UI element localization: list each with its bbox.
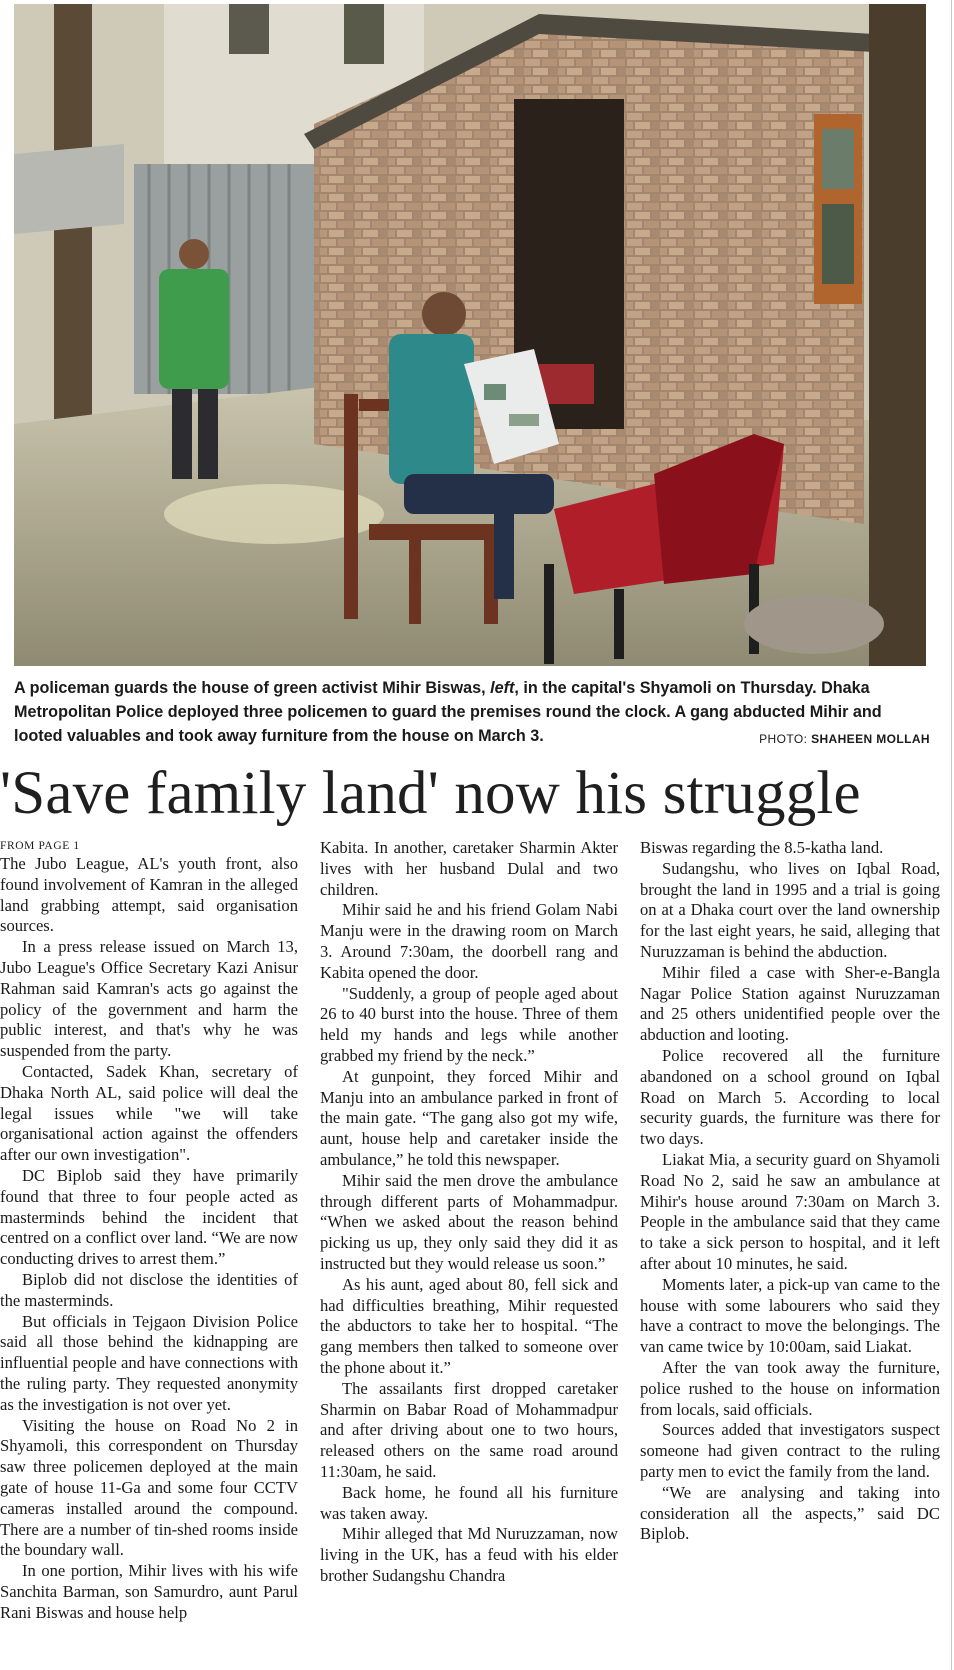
paragraph: In a press release issued on March 13, Jubo League's Office Secretary Kazi Anisur Rahman said Kamran's acts go against the policy of the government and harm the public interest, and that's why he was suspended from the party. [0,937,298,1061]
caption-part-2: , in the capital's Shyamoli on Thursday. Dhaka Metropolitan Police deployed three policemen to guard the premises round the clock. A gang abducted Mihir and looted valuables and took away furniture from the house on March 3. [14,679,882,745]
headline: 'Save family land' now his struggle [0,760,861,827]
photo-credit [759,732,930,746]
paragraph: Kabita. In another, caretaker Sharmin Akter lives with her husband Dulal and two children. [320,838,618,899]
paragraph: Sources added that investigators suspect someone had given contract to the ruling party men to evict the family from the land. [640,1420,940,1481]
paragraph: Biswas regarding the 8.5-katha land. [640,838,884,857]
paragraph: Moments later, a pick-up van came to the house with some labourers who said they have a contract to move the belongings. The van came twice by 10:00am, said Liakat. [640,1274,940,1357]
paragraph: In one portion, Mihir lives with his wife Sanchita Barman, son Samurdro, aunt Parul Rani Biswas and house help [0,1561,298,1622]
paragraph: Mihir alleged that Md Nuruzzaman, now living in the UK, has a feud with his elder brother Sudangshu Chandra [320,1524,618,1585]
news-photo [14,4,926,666]
paragraph: But officials in Tejgaon Division Police said all those behind the kidnapping are influential people and have connections with the ruling party. They requested anonymity as the investigation is not over yet. [0,1311,298,1414]
photo-credit-label: PHOTO: [759,732,812,746]
paragraph: As his aunt, aged about 80, fell sick and had difficulties breathing, Mihir requested the abductors to take her to hospital. “The gang members then talked to someone over the phone about it.” [320,1274,618,1377]
paragraph: The assailants first dropped caretaker Sharmin on Babar Road of Mohammadpur and after driving about one to two hours, released others on the same road around 11:30am, he said. [320,1378,618,1481]
paragraph: Sudangshu, who lives on Iqbal Road, brought the land in 1995 and a trial is going on at a Dhaka court over the land ownership for the last eight years, he said, alleging that Nuruzzaman is behind the abduction. [640,858,940,961]
paragraph: Visiting the house on Road No 2 in Shyamoli, this correspondent on Thursday saw three policemen deployed at the main gate of house 11-Ga and some four CCTV cameras installed around the compound. There are a number of tin-shed rooms inside the boundary wall. [0,1415,298,1560]
paragraph: Mihir filed a case with Sher-e-Bangla Nagar Police Station against Nuruzzaman and 25 others unidentified people over the abduction and looting. [640,962,940,1045]
paragraph: Contacted, Sadek Khan, secretary of Dhaka North AL, said police will deal the legal issues while "we will take organisational action against the offenders after our own investigation". [0,1061,298,1165]
page-edge-rule [951,0,952,1670]
article-column-1 [0,838,298,1623]
paragraph: Biplob did not disclose the identities of the masterminds. [0,1269,298,1310]
article-column-3 [640,838,940,1545]
paragraph: Mihir said he and his friend Golam Nabi Manju were in the drawing room on March 3. Around 7:30am, the doorbell rang and Kabita opened the door. [320,900,618,982]
caption-italic: left [490,679,515,697]
paragraph: At gunpoint, they forced Mihir and Manju into an ambulance parked in front of the main gate. “The gang also got my wife, aunt, house help and caretaker inside the ambulance,” he told this newspaper. [320,1066,618,1169]
caption-part-1: A policeman guards the house of green activist Mihir Biswas, [14,679,491,697]
paragraph: The Jubo League, AL's youth front, also found involvement of Kamran in the alleged land grabbing attempt, said organisation sources. [0,854,298,936]
paragraph: After the van took away the furniture, police rushed to the house on information from locals, said officials. [640,1357,940,1419]
photo-credit-name: SHAHEEN MOLLAH [811,732,930,746]
paragraph: Police recovered all the furniture abandoned on a school ground on Iqbal Road on March 5. According to local security guards, the furniture was there for two days. [640,1045,940,1149]
paragraph: Back home, he found all his furniture was taken away. [320,1482,618,1523]
kicker: FROM PAGE 1 [0,840,80,852]
photo-illustration [14,4,926,666]
paragraph: DC Biplob said they have primarily found that three to four people acted as masterminds behind the incident that centred on a conflict over land. “We are now conducting drives to arrest them.” [0,1165,298,1269]
paragraph: Mihir said the men drove the ambulance through different parts of Mohammadpur. “When we asked about the reason behind picking us up, they only said they did it as instructed but they would release us soon.” [320,1170,618,1273]
paragraph: “We are analysing and taking into consideration all the aspects,” said DC Biplob. [640,1482,940,1544]
article-column-2 [320,838,618,1587]
paragraph: Liakat Mia, a security guard on Shyamoli Road No 2, said he saw an ambulance at Mihir's house around 7:30am on March 3. People in the ambulance said that they came to take a sick person to hospital, and it left after about 10 minutes, he said. [640,1149,940,1273]
paragraph: "Suddenly, a group of people aged about 26 to 40 burst into the house. Three of them held my hands and legs while another grabbed my friend by the neck.” [320,983,618,1065]
